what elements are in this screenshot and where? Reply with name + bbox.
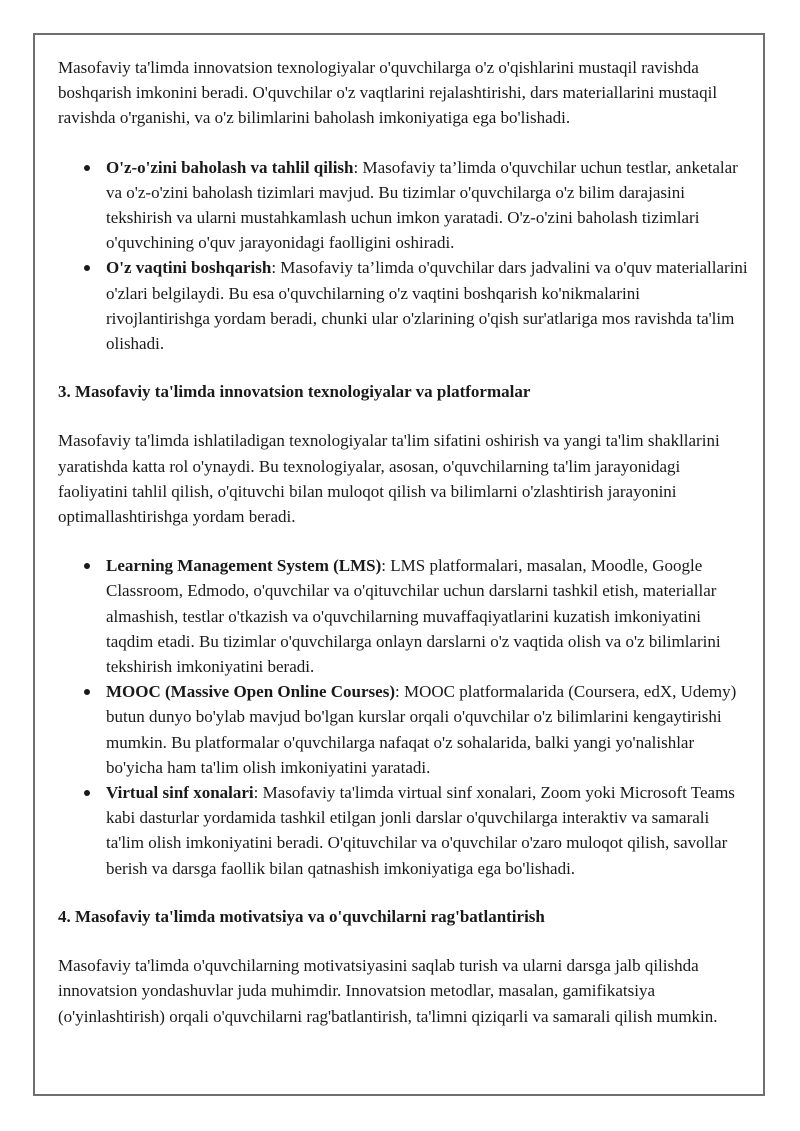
- intro-paragraph: Masofaviy ta'limda innovatsion texnologiyalar o'quvchilarga o'z o'qishlarini mustaqil ravishda boshqarish imkonini beradi. O'quvchilar o'z vaqtlarini rejalashtirishi, dars materiallarini mustaqil ravishda o'rganishi, va o'z bilimlarini baholash imkoniyatiga ega bo'lishadi.: [58, 58, 718, 128]
- list-item-term: Learning Management System (LMS): [106, 556, 382, 576]
- list-item-term: O'z vaqtini boshqarish: [106, 258, 272, 278]
- list-item-text: : Masofaviy ta'limda virtual sinf xonalari, Zoom yoki Microsoft Teams kabi dasturlar yordamida tashkil etilgan jonli darslar o'quvchilarga interaktiv va samarali ta'lim olish imkoniyatini beradi. O'qituvchilar va o'quvchilar o'zaro muloqot qilish, savollar berish va darsga faollik bilan qatnashish imkoniyatiga ega bo'lishadi.: [106, 783, 735, 878]
- list-item-text: : Masofaviy ta’limda o'quvchilar dars jadvalini va o'quv materiallarini o'zlari belgilaydi. Bu esa o'quvchilarning o'z vaqtini boshqarish ko'nikmalarini rivojlantirishga yordam beradi, chunki ular o'zlarining o'qish sur'atlariga mos ravishda ta'lim olishadi.: [106, 258, 748, 354]
- list-item-text: : Masofaviy ta’limda o'quvchilar uchun testlar, anketalar va o'z-o'zini baholash tizimlari mavjud. Bu tizimlar o'quvchilarga o'z bilim darajasini tekshirish va ularni mustahkamlash uchun imkon yaratadi. O'z-o'zini baholash tizimlari o'quvchining o'quv jarayonidagi faolligini oshiradi.: [106, 157, 738, 253]
- list-item-term: Virtual sinf xonalari: [106, 783, 254, 803]
- self-management-list: [58, 155, 748, 357]
- section-4-paragraph: Masofaviy ta'limda o'quvchilarning motivatsiyasini saqlab turish va ularni darsga jalb qilishda innovatsion yondashuvlar juda muhimdir. Innovatsion metodlar, masalan, gamifikatsiya (o'yinlashtirish) orqali o'quvchilarni rag'batlantirish, ta'limni qiziqarli va samarali qilish mumkin.: [58, 956, 718, 1026]
- list-item-mooc: [106, 679, 748, 780]
- list-item-time-management: [106, 255, 748, 356]
- section-3-heading: 3. Masofaviy ta'limda innovatsion texnologiyalar va platformalar: [58, 382, 531, 402]
- list-item-self-assessment: [106, 155, 748, 256]
- list-item-term: O'z-o'zini baholash va tahlil qilish: [106, 157, 354, 177]
- document-body: [58, 55, 748, 1053]
- list-item-text: : MOOC platformalarida (Coursera, edX, Udemy) butun dunyo bo'ylab mavjud bo'lgan kurslar orqali o'quvchilar o'z bilimlarini kengaytirishi mumkin. Bu platformalar o'quvchilarga nafaqat o'z sohalarida, balki yangi yo'nalishlar bo'yicha ham ta'lim olish imkoniyatini yaratadi.: [106, 682, 737, 777]
- section-4-heading: 4. Masofaviy ta'limda motivatsiya va o'quvchilarni rag'batlantirish: [58, 906, 545, 926]
- list-item-term: MOOC (Massive Open Online Courses): [106, 682, 395, 702]
- list-item-text: : LMS platformalari, masalan, Moodle, Google Classroom, Edmodo, o'quvchilar va o'qituvchilar uchun darslarni tashkil etish, materiallar almashish, testlar o'tkazish va o'quvchilarning muvaffaqiyatlarini kuzatish imkoniyatini taqdim etadi. Bu tizimlar o'quvchilarga onlayn darslarni o'z vaqtida olish va o'z bilimlarini tekshirish imkoniyatini beradi.: [106, 556, 721, 677]
- list-item-lms: [106, 553, 748, 679]
- list-item-virtual-classrooms: [106, 780, 748, 881]
- platforms-list: [58, 553, 748, 881]
- section-3-paragraph: Masofaviy ta'limda ishlatiladigan texnologiyalar ta'lim sifatini oshirish va yangi ta'lim shakllarini yaratishda katta rol o'ynaydi. Bu texnologiyalar, asosan, o'quvchilarning ta'lim jarayonidagi faoliyatini tahlil qilish, o'qituvchi bilan muloqot qilish va bilimlarni o'zlashtirish jarayonini optimallashtirishga yordam beradi.: [58, 431, 720, 527]
